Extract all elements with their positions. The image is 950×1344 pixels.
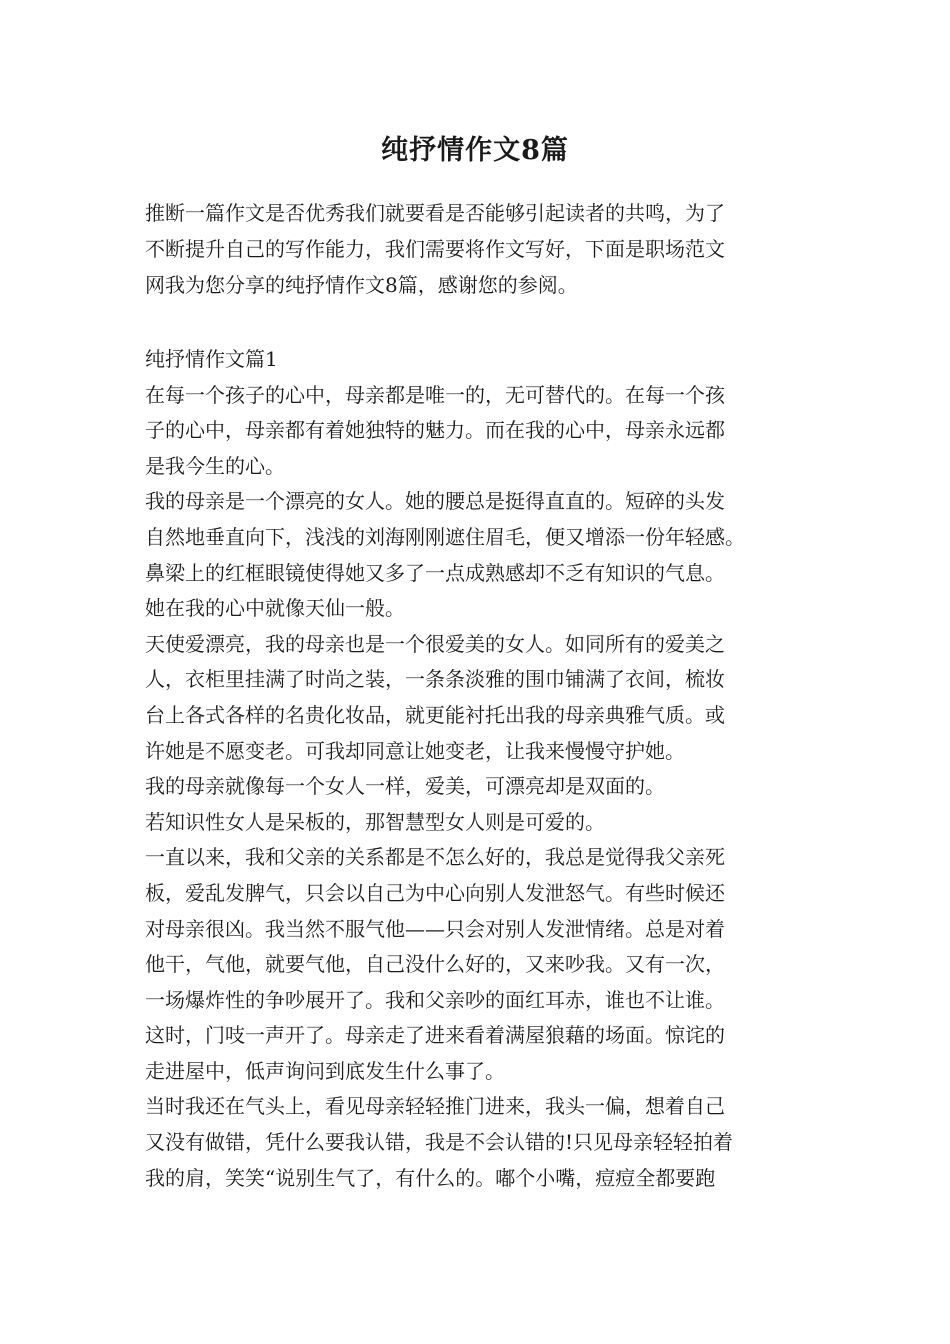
body-line: 是我今生的心。 <box>145 453 285 478</box>
body-line: 我的母亲是一个漂亮的女人。她的腰总是挺得直直的。短碎的头发 <box>145 489 725 514</box>
body-line: 当时我还在气头上，看见母亲轻轻推门进来，我头一偏，想着自己 <box>145 1094 725 1119</box>
section-heading: 纯抒情作文篇1 <box>145 347 278 371</box>
intro-line: 不断提升自己的写作能力，我们需要将作文写好，下面是职场范文 <box>145 237 725 261</box>
body-line: 许她是不愿变老。可我却同意让她变老，让我来慢慢守护她。 <box>145 738 685 763</box>
body-line: 又没有做错，凭什么要我认错，我是不会认错的!只见母亲轻轻拍着 <box>145 1130 734 1155</box>
body-line: 自然地垂直向下，浅浅的刘海刚刚遮住眉毛，便又增添一份年轻感。 <box>145 524 745 549</box>
body-line: 他干，气他，就要气他，自己没什么好的，又来吵我。又有一次， <box>145 952 725 977</box>
intro-paragraph <box>145 195 815 303</box>
body-line: 在每一个孩子的心中，母亲都是唯一的，无可替代的。在每一个孩 <box>145 382 725 407</box>
body-line: 我的母亲就像每一个女人一样，爱美，可漂亮却是双面的。 <box>145 774 665 799</box>
body-line: 天使爱漂亮，我的母亲也是一个很爱美的女人。如同所有的爱美之 <box>145 631 725 656</box>
body-line: 子的心中，母亲都有着她独特的魅力。而在我的心中，母亲永远都 <box>145 418 725 443</box>
intro-line: 网我为您分享的纯抒情作文8篇，感谢您的参阅。 <box>145 273 578 297</box>
body-line: 台上各式各样的名贵化妆品，就更能衬托出我的母亲典雅气质。或 <box>145 702 725 727</box>
body-line: 板，爱乱发脾气，只会以自己为中心向别人发泄怒气。有些时候还 <box>145 880 725 905</box>
body-line: 若知识性女人是呆板的，那智慧型女人则是可爱的。 <box>145 809 605 834</box>
document-title: 纯抒情作文8篇 <box>381 135 569 166</box>
body-line: 一直以来，我和父亲的关系都是不怎么好的，我总是觉得我父亲死 <box>145 845 725 870</box>
body-line: 对母亲很凶。我当然不服气他——只会对别人发泄情绪。总是对着 <box>145 916 725 941</box>
body-line: 她在我的心中就像天仙一般。 <box>145 596 405 621</box>
body-line: 我的肩，笑笑“说别生气了，有什么的。嘟个小嘴，痘痘全都要跑 <box>145 1165 716 1190</box>
body-line: 一场爆炸性的争吵展开了。我和父亲吵的面红耳赤，谁也不让谁。 <box>145 987 725 1012</box>
body-line: 走进屋中，低声询问到底发生什么事了。 <box>145 1058 505 1083</box>
body-line: 鼻梁上的红框眼镜使得她又多了一点成熟感却不乏有知识的气息。 <box>145 560 725 585</box>
body-line: 这时，门吱一声开了。母亲走了进来看着满屋狼藉的场面。惊诧的 <box>145 1023 725 1048</box>
body-line: 人，衣柜里挂满了时尚之装，一条条淡雅的围巾铺满了衣间，梳妆 <box>145 667 725 692</box>
essay-body <box>145 342 835 1196</box>
intro-line: 推断一篇作文是否优秀我们就要看是否能够引起读者的共鸣，为了 <box>145 201 725 225</box>
